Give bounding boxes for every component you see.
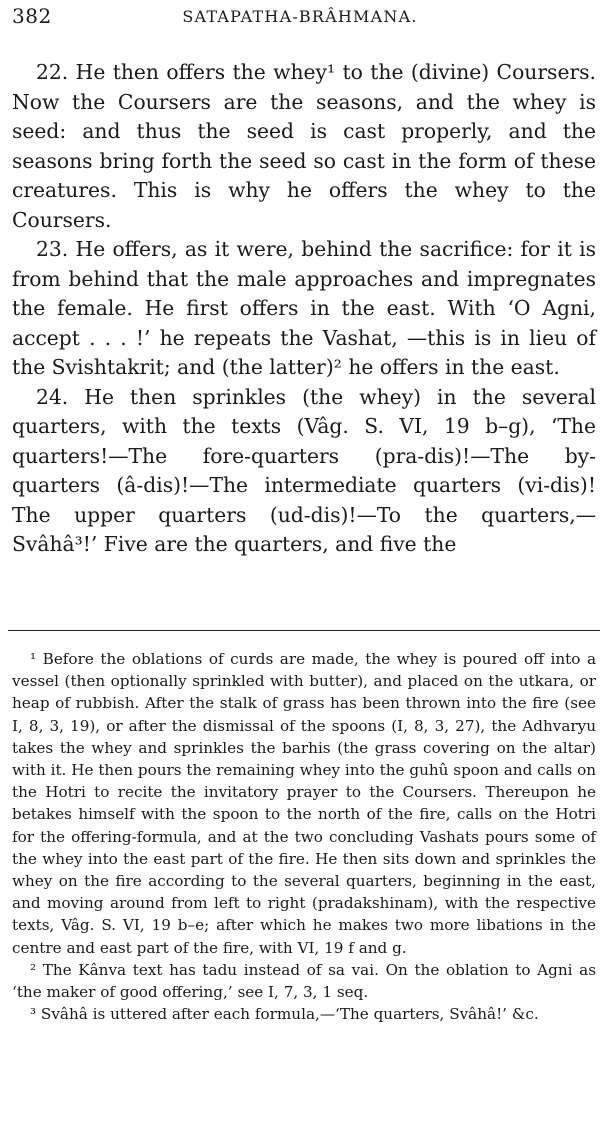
running-title: SATAPATHA-BRÂHMANA.	[182, 7, 418, 26]
footnote-divider	[8, 630, 600, 631]
footnote-3: ³ Svâhâ is uttered after each formula,—‘The quarters, Svâhâ!’ &c.	[30, 1005, 539, 1024]
footnotes	[12, 648, 596, 1025]
paragraph-23: 23. He offers, as it were, behind the sacrifice: for it is from behind that the male approaches and impregnates the female. He first offers in the east. With ‘O Agni, accept . . . !’ he repeats the Vashat, —this is in lieu of the Svishtakrit; and (the latter)² he offers in the east.	[12, 237, 596, 379]
book-page	[6, 0, 594, 1127]
paragraph-22: 22. He then offers the whey¹ to the (divine) Coursers. Now the Coursers are the seasons, and the whey is seed: and thus the seed is cast properly, and the seasons bring forth the seed so cast in the form of these creatures. This is why he offers the whey to the Coursers.	[12, 60, 596, 232]
main-text	[12, 58, 596, 560]
footnote-2: ² The Kânva text has tadu instead of sa vai. On the oblation to Agni as ‘the maker of good offering,’ see I, 7, 3, 1 seq.	[12, 960, 596, 1002]
page-number: 382	[12, 4, 52, 28]
paragraph-24: 24. He then sprinkles (the whey) in the several quarters, with the texts (Vâg. S. VI, 19 b–g), ‘The quarters!—The fore-quarters (pra-dis)!—The by-quarters (â-dis)!—The intermediate quarters (vi-dis)! The upper quarters (ud-dis)!—To the quarters,— Svâhâ³!’ Five are the quarters, and five the	[12, 384, 596, 556]
running-header	[6, 0, 594, 30]
footnote-1: ¹ Before the oblations of curds are made, the whey is poured off into a vessel (then optionally sprinkled with butter), and placed on the utkara, or heap of rubbish. After the stalk of grass has been thrown into the fire (see I, 8, 3, 19), or after the dismissal of the spoons (I, 8, 3, 27), the Adhvaryu takes the whey and sprinkles the barhis (the grass covering on the altar) with it. He then pours the remaining whey into the guhû spoon and calls on the Hotri to recite the invitatory prayer to the Coursers. Thereupon he betakes himself with the spoon to the north of the fire, calls on the Hotri for the offering-formula, and at the two concluding Vashats pours some of the whey into the east part of the fire. He then sits down and sprinkles the whey on the fire according to the several quarters, beginning in the east, and moving around from left to right (pradakshinam), with the respective texts, Vâg. S. VI, 19 b–e; after which he makes two more libations in the centre and east part of the fire, with VI, 19 f and g.	[12, 650, 596, 957]
